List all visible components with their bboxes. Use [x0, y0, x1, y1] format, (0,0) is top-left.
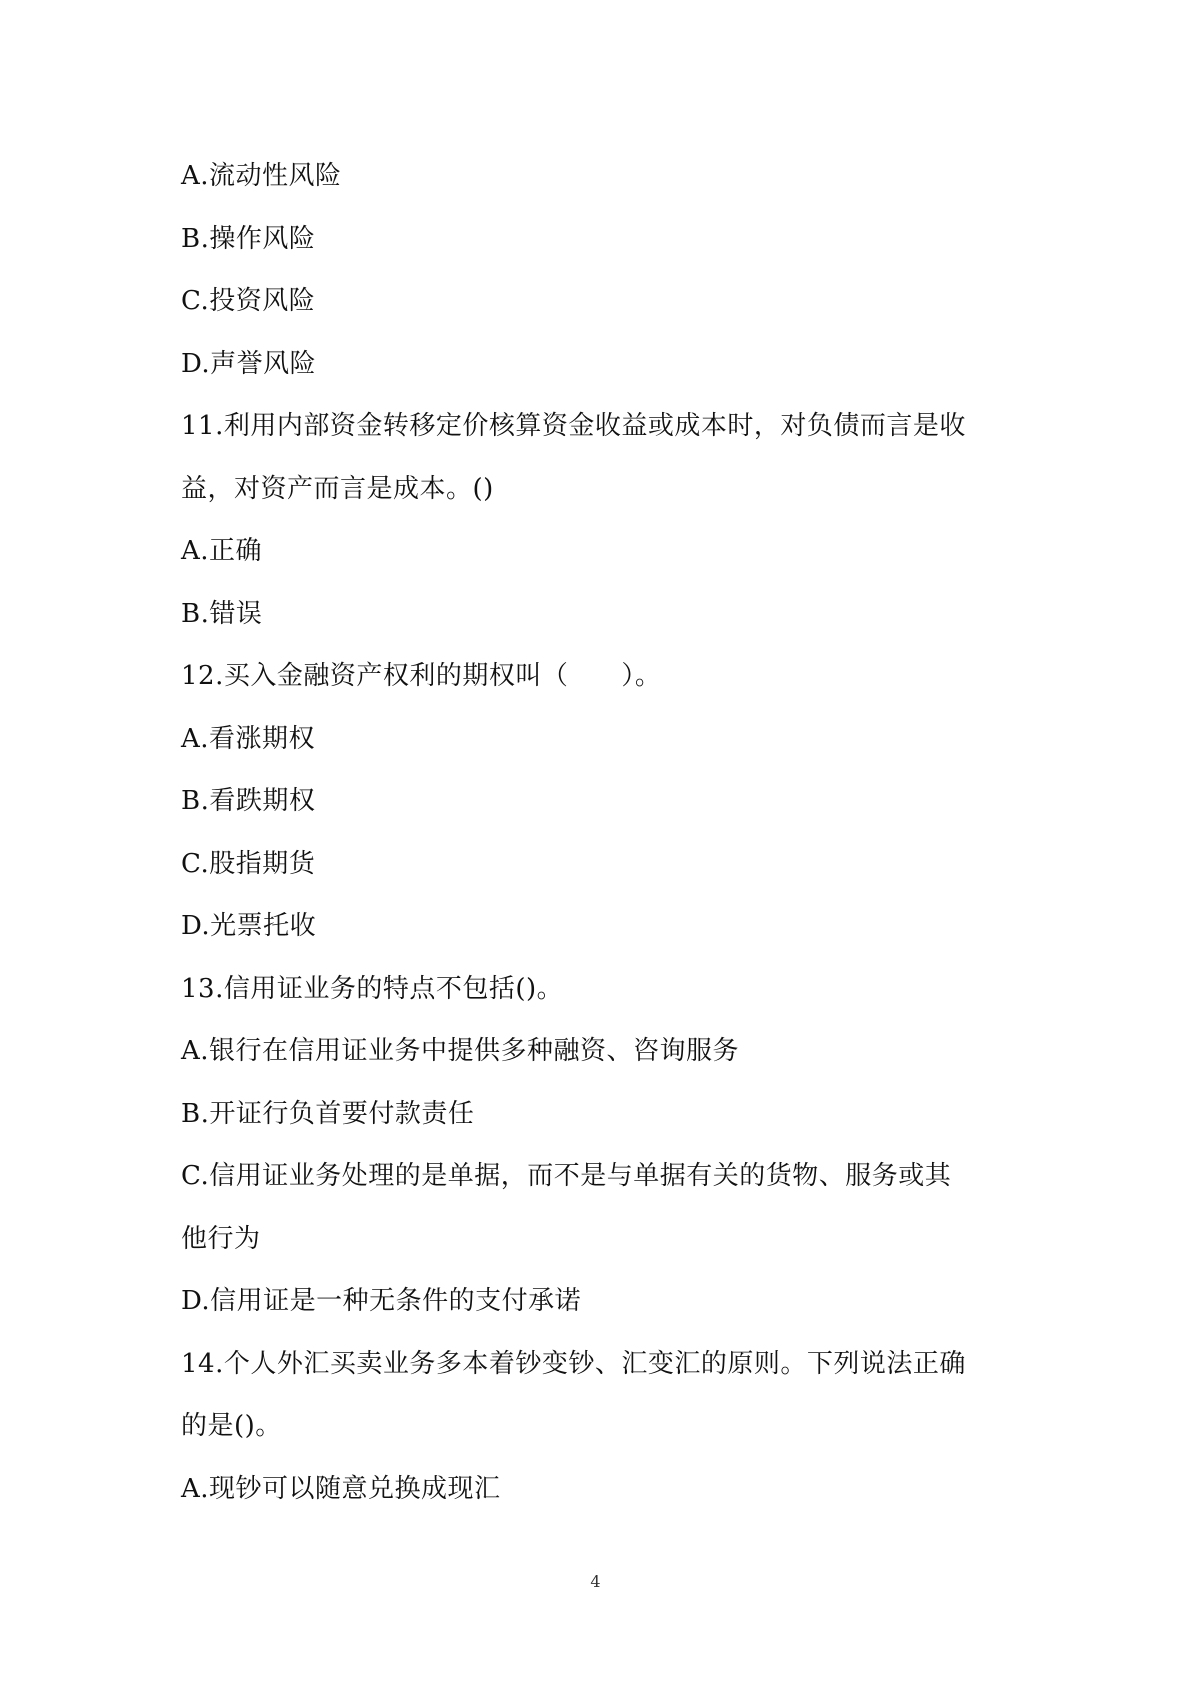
- page-number: 4: [590, 1572, 601, 1591]
- option-c-documents-line-1: C.信用证业务处理的是单据，而不是与单据有关的货物、服务或其: [181, 1161, 952, 1191]
- option-d-unconditional-payment: D.信用证是一种无条件的支付承诺: [181, 1286, 582, 1316]
- option-b-issuing-bank: B.开证行负首要付款责任: [181, 1098, 475, 1129]
- option-b-incorrect: B.错误: [181, 598, 263, 629]
- option-c-documents-line-2: 他行为: [181, 1223, 261, 1254]
- option-a-financing-services: A.银行在信用证业务中提供多种融资、咨询服务: [181, 1036, 740, 1066]
- option-b-put-option: B.看跌期权: [181, 786, 316, 816]
- option-c-investment-risk: C.投资风险: [181, 286, 316, 316]
- option-a-correct: A.正确: [181, 536, 263, 566]
- question-14-line-2: 的是()。: [181, 1411, 282, 1441]
- option-d-clean-collection: D.光票托收: [181, 911, 317, 941]
- option-b-operational-risk: B.操作风险: [181, 223, 316, 254]
- question-12: 12.买入金融资产权利的期权叫（ ）。: [181, 661, 662, 691]
- option-a-liquidity-risk: A.流动性风险: [181, 161, 342, 191]
- option-d-reputation-risk: D.声誉风险: [181, 348, 317, 379]
- option-c-index-futures: C.股指期货: [181, 848, 316, 879]
- question-13: 13.信用证业务的特点不包括()。: [181, 973, 564, 1004]
- question-11-line-1: 11.利用内部资金转移定价核算资金收益或成本时，对负债而言是收: [181, 411, 966, 441]
- question-14-line-1: 14.个人外汇买卖业务多本着钞变钞、汇变汇的原则。下列说法正确: [181, 1348, 966, 1379]
- question-content: [181, 145, 1021, 1520]
- option-a-call-option: A.看涨期权: [181, 723, 316, 754]
- question-11-line-2: 益，对资产而言是成本。(): [181, 473, 494, 504]
- option-a-cash-exchange: A.现钞可以随意兑换成现汇: [181, 1473, 501, 1504]
